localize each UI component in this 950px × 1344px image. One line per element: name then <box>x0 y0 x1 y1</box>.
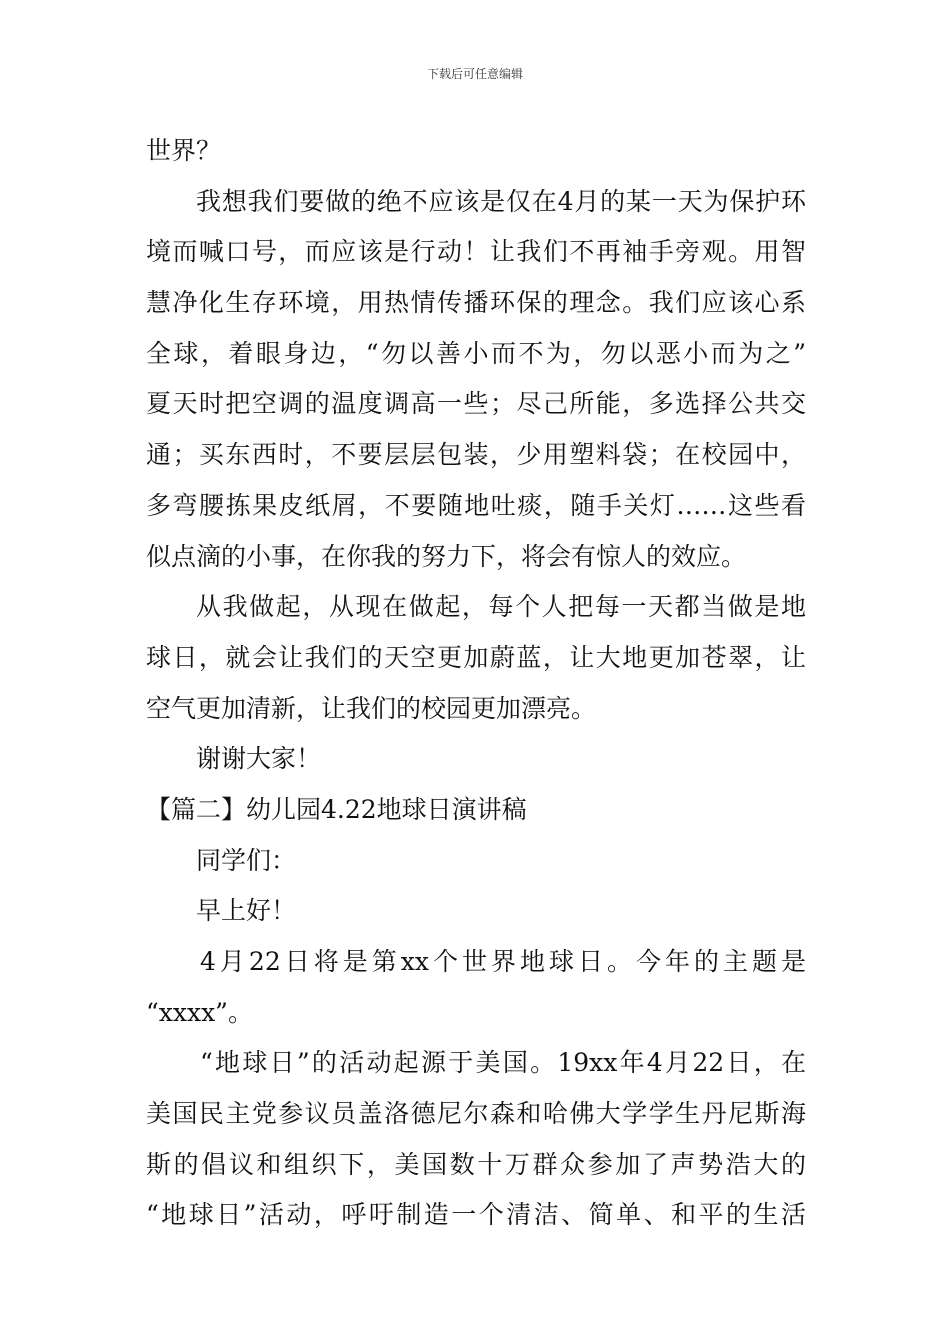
text-line: 斯的倡议和组织下，美国数十万群众参加了声势浩大的 <box>146 1149 806 1179</box>
document-body <box>146 126 806 1241</box>
paragraph-first-line: “地球日”的活动起源于美国。19xx年4月22日，在 <box>200 1048 806 1078</box>
text-line: 美国民主党参议员盖洛德尼尔森和哈佛大学学生丹尼斯海 <box>146 1099 806 1129</box>
text-line: 球日，就会让我们的天空更加蔚蓝，让大地更加苍翠，让 <box>146 642 806 672</box>
text-line: 夏天时把空调的温度调高一些；尽己所能，多选择公共交 <box>146 389 806 419</box>
text-line: 慧净化生存环境，用热情传播环保的理念。我们应该心系 <box>146 288 806 318</box>
page-header: 下载后可任意编辑 <box>426 67 523 81</box>
text-line: 境而喊口号，而应该是行动！让我们不再袖手旁观。用智 <box>146 237 806 267</box>
text-line: 似点滴的小事，在你我的努力下，将会有惊人的效应。 <box>146 541 747 571</box>
text-line: “xxxx”。 <box>146 997 253 1027</box>
salutation: 同学们： <box>196 845 297 875</box>
closing-line: 谢谢大家！ <box>196 744 322 774</box>
section-heading: 【篇二】幼儿园4.22地球日演讲稿 <box>146 794 527 824</box>
text-line: 全球，着眼身边，“勿以善小而不为，勿以恶小而为之” <box>146 338 806 368</box>
text-line: 世界？ <box>146 136 222 165</box>
text-line: 多弯腰拣果皮纸屑，不要随地吐痰，随手关灯……这些看 <box>146 490 806 520</box>
paragraph-first-line: 从我做起，从现在做起，每个人把每一天都当做是地 <box>196 592 806 622</box>
greeting: 早上好！ <box>196 896 297 926</box>
paragraph-first-line: 我想我们要做的绝不应该是仅在4月的某一天为保护环 <box>196 186 806 216</box>
text-line: 空气更加清新，让我们的校园更加漂亮。 <box>146 693 597 723</box>
paragraph-first-line: 4月22日将是第xx个世界地球日。今年的主题是 <box>200 947 806 976</box>
text-line: “地球日”活动，呼吁制造一个清洁、简单、和平的生活 <box>146 1200 806 1230</box>
text-line: 通；买东西时，不要层层包装，少用塑料袋；在校园中， <box>146 440 806 470</box>
